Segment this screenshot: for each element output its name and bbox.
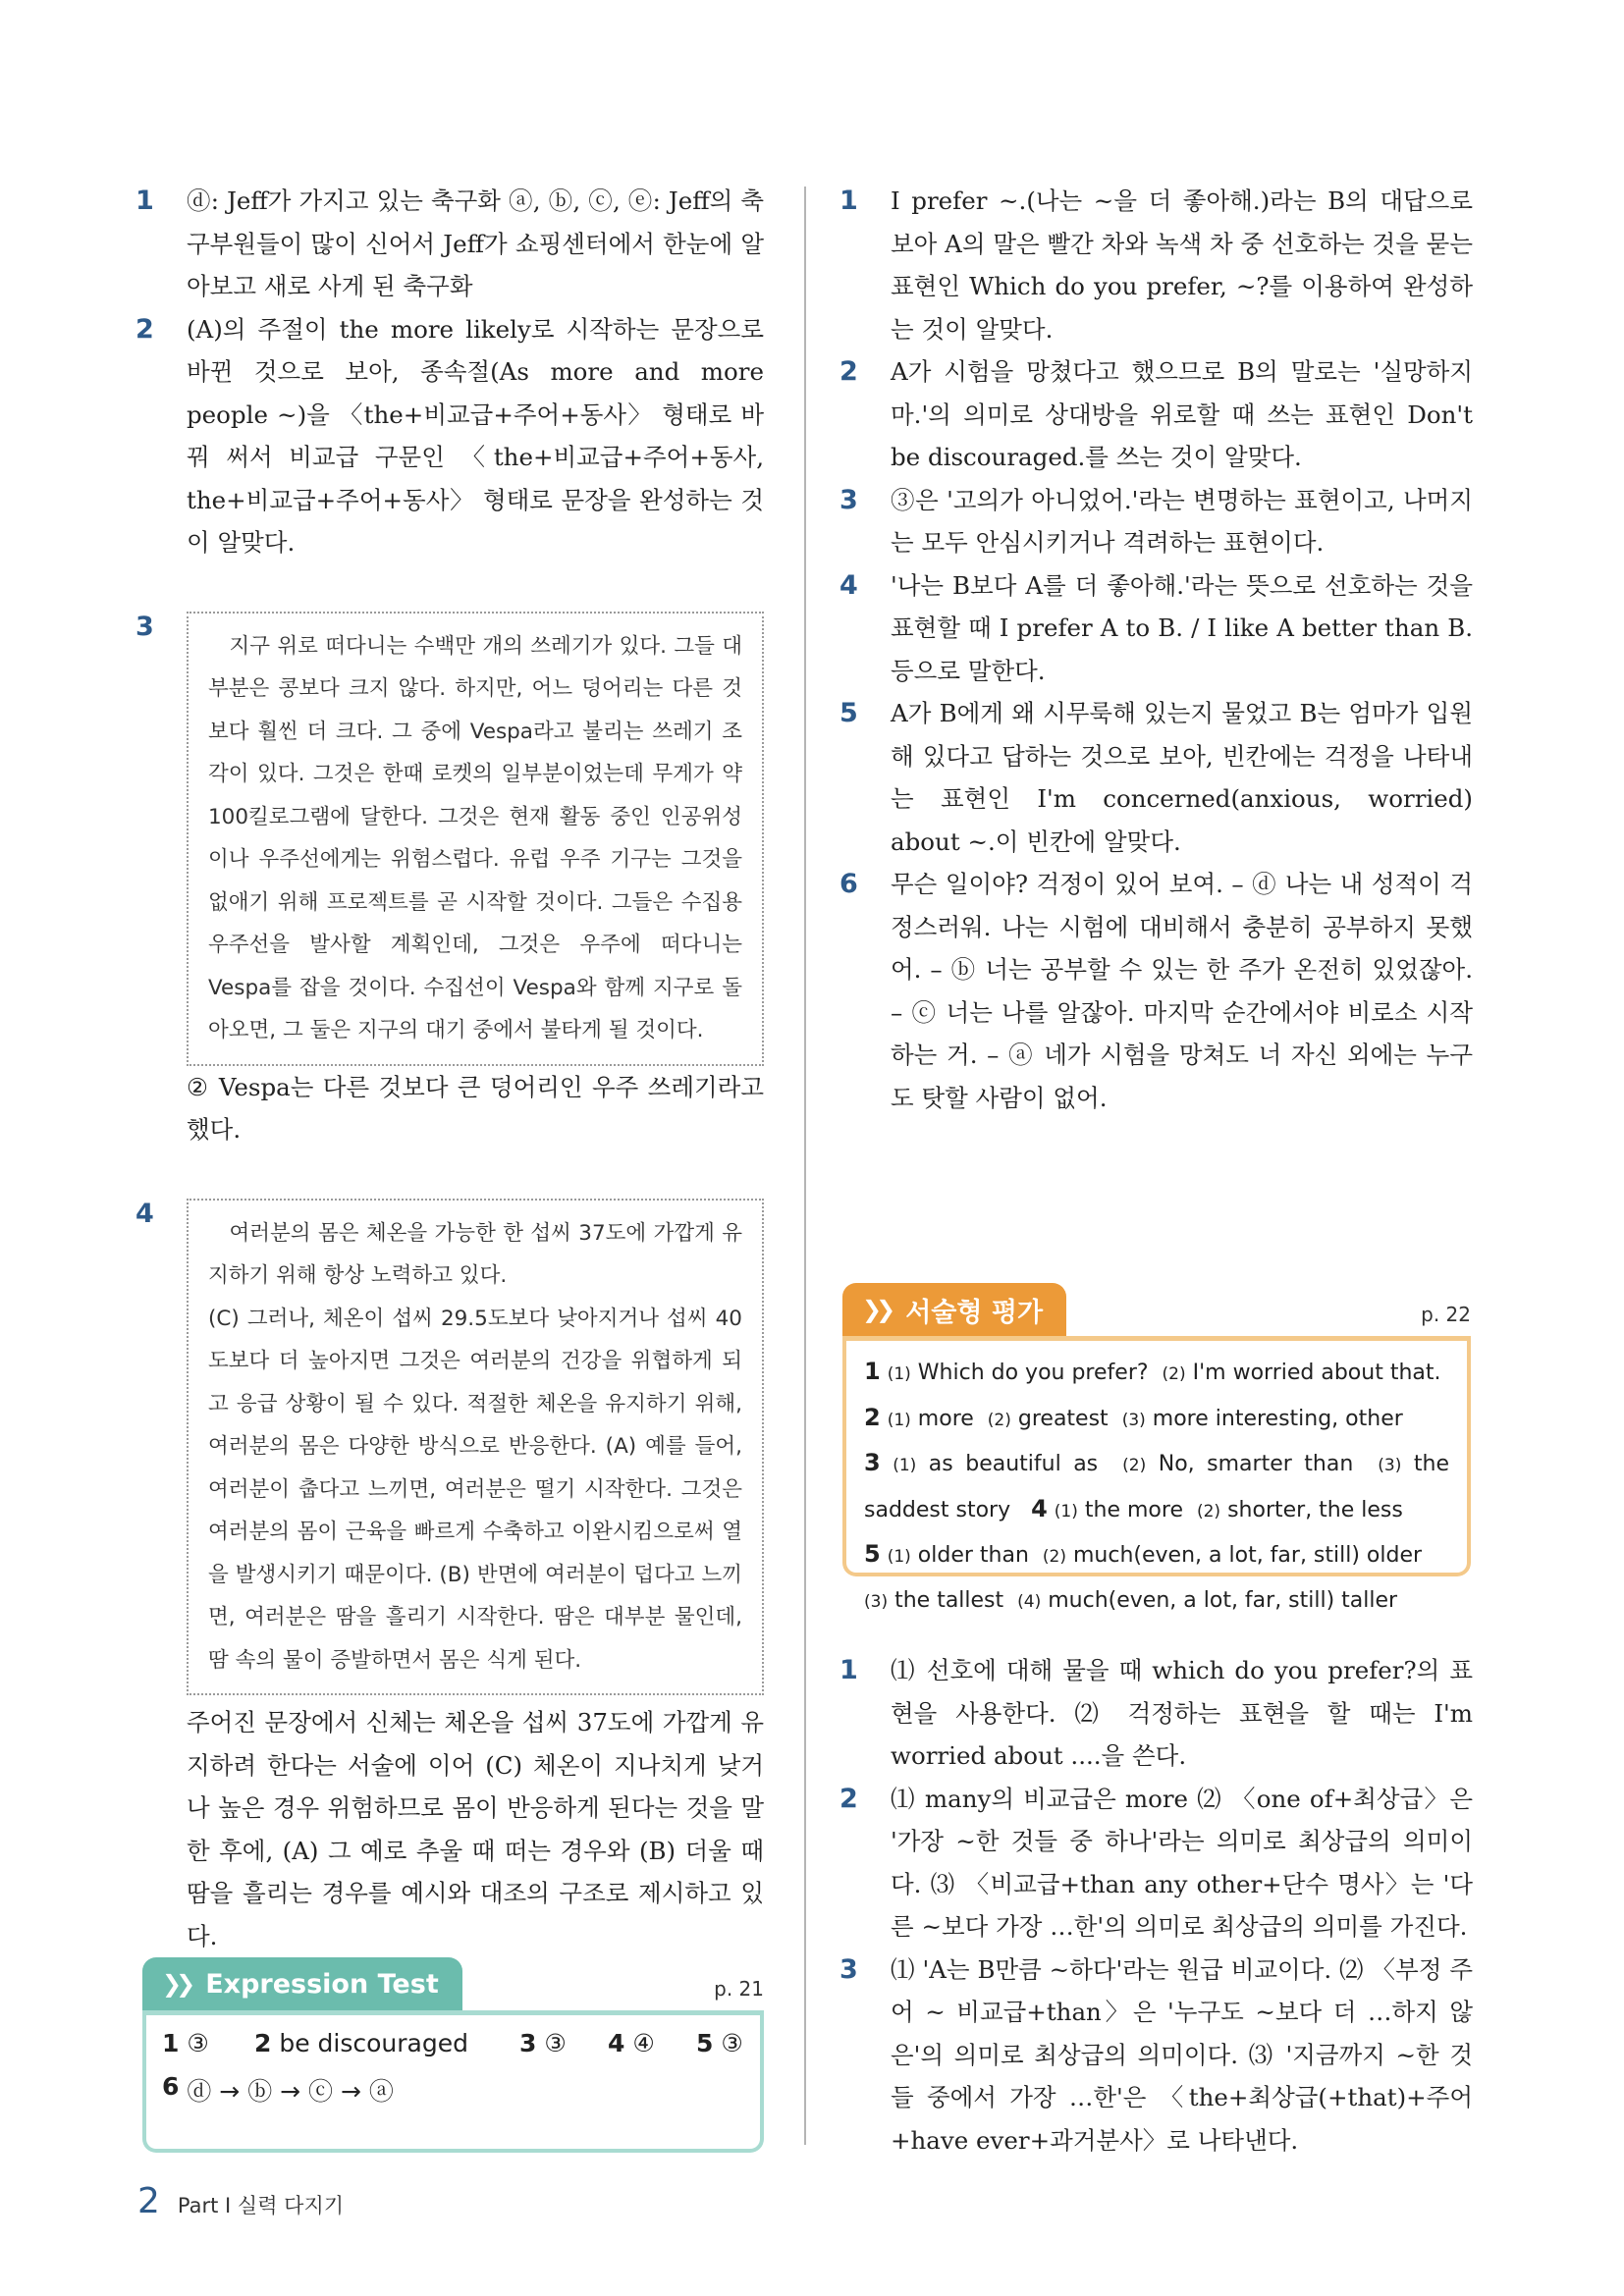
section-title: 서술형 평가 (905, 1297, 1044, 1328)
double-chevron-icon: ❯❯ (162, 1970, 190, 1998)
written-evaluation-tab (842, 1283, 1066, 1336)
answer-value: ⓓ → ⓑ → ⓒ → ⓐ (187, 2077, 394, 2106)
answer-6 (162, 2072, 394, 2108)
question-number: 2 (839, 356, 858, 387)
sub-number: (1) (887, 1547, 911, 1567)
answer-item-1 (135, 180, 764, 308)
answer-number: 4 (1031, 1494, 1048, 1522)
answer-number: 4 (608, 2029, 625, 2057)
explanation-text: ⑴ 'A는 B만큼 ~하다'라는 원급 비교이다. ⑵ 〈부정 주어 ~ 비교급+than〉은 '누구도 ~보다 더 …하지 않은'의 의미로 최상급의 의미이다. ⑶ '지금까지 ~한 것들 중에서 가장 …한'은 〈the+최상급(+that)+주어+have ever+과거분사〉로 나타낸다. (891, 1954, 1473, 2155)
answer-text: '나는 B보다 A를 더 좋아해.'라는 뜻으로 선호하는 것을 표현할 때 I prefer A to B. / I like A better than B. 등으로 말한다. (891, 570, 1473, 685)
page-reference: p. 21 (714, 1977, 764, 2001)
answer-text: ⓓ: Jeff가 가지고 있는 축구화 ⓐ, ⓑ, ⓒ, ⓔ: Jeff의 축구부원들이 많이 신어서 Jeff가 쇼핑센터에서 한눈에 알아보고 새로 사게 된 축구화 (187, 187, 764, 300)
sub-number: (3) (864, 1591, 889, 1612)
sub-number: (3) (1378, 1456, 1402, 1475)
answer-number: 6 (162, 2072, 180, 2101)
translation-box (187, 612, 764, 1066)
answer-value: ④ (632, 2029, 655, 2057)
answer-number: 3 (864, 1449, 881, 1476)
answer-item-2 (839, 350, 1473, 479)
translation-box (187, 1199, 764, 1696)
answer-text: A가 시험을 망쳤다고 했으므로 B의 말로는 '실망하지 마.'의 의미로 상대방을 위로할 때 쓰는 표현인 Don't be discouraged.를 쓰는 것이 알맞다. (891, 357, 1473, 471)
answer-value: Which do you prefer? (917, 1361, 1149, 1385)
answer-value: much(even, a lot, far, still) taller (1048, 1587, 1398, 1613)
answer-4 (608, 2029, 655, 2057)
answer-value: much(even, a lot, far, still) older (1073, 1543, 1423, 1568)
answer-value: older than (917, 1543, 1029, 1568)
answer-2 (254, 2029, 468, 2057)
answer-text: I prefer ~.(나는 ~을 더 좋아해.)라는 B의 대답으로 보아 A의 말은 빨간 차와 녹색 차 중 선호하는 것을 묻는 표현인 Which do you prefer, ~?를 이용하여 완성하는 것이 알맞다. (891, 187, 1473, 344)
answer-number: 2 (864, 1403, 881, 1431)
answer-item-3 (135, 612, 764, 1151)
explanation-item-2 (839, 1778, 1473, 1949)
answer-item-6 (839, 863, 1473, 1119)
page-footer (137, 2181, 344, 2221)
explanation-text: ⑴ 선호에 대해 물을 때 which do you prefer?의 표현을 사용한다. ⑵ 걱정하는 표현을 할 때는 I'm worried about ....을 쓴다. (891, 1656, 1473, 1770)
page-number: 2 (137, 2181, 160, 2221)
answer-number: 3 (519, 2029, 537, 2057)
answer-item-3 (839, 479, 1473, 564)
answer-value: more interesting, other (1152, 1406, 1403, 1431)
translation-text: 지구 위로 떠다니는 수백만 개의 쓰레기가 있다. 그들 대부분은 콩보다 크지 않다. 하지만, 어느 덩어리는 다른 것보다 훨씬 더 크다. 그 중에 Vespa라고 불리는 쓰레기 조각이 있다. 그것은 한때 로켓의 일부분이었는데 무게가 약 100킬로그램에 달한다. 그것은 현재 활동 중인 인공위성이나 우주선에게는 위험스럽다. 유럽 우주 기구는 그것을 없애기 위해 프로젝트를 곧 시작할 것이다. 그들은 수집용 우주선을 발사할 계획인데, 그것은 우주에 떠다니는 Vespa를 잡을 것이다. 수집선이 Vespa와 함께 지구로 돌아오면, 그 둘은 지구의 대기 중에서 불타게 될 것이다. (208, 633, 742, 1042)
question-number: 5 (839, 698, 858, 728)
sub-number: (1) (1054, 1501, 1078, 1522)
sub-number: (1) (893, 1456, 917, 1475)
answer-number: 1 (864, 1358, 881, 1385)
answer-number: 5 (696, 2029, 714, 2057)
question-number: 1 (135, 186, 154, 216)
answer-1 (162, 2029, 209, 2057)
answer-5 (696, 2029, 743, 2057)
answer-value: ③ (187, 2029, 209, 2057)
section-title: Expression Test (205, 1968, 439, 2000)
answer-item-2 (135, 308, 764, 564)
answer-value: No, smarter than (1158, 1452, 1354, 1476)
expression-test-tab (142, 1957, 462, 2010)
answer-item-1 (839, 180, 1473, 350)
answer-value: more (917, 1406, 974, 1431)
question-number: 2 (839, 1783, 858, 1814)
column-divider (804, 187, 806, 2145)
sub-number: (3) (1121, 1410, 1146, 1430)
answers-box (142, 2010, 764, 2153)
sub-number: (2) (1122, 1456, 1147, 1475)
sub-number: (2) (1162, 1364, 1186, 1384)
answer-text: (A)의 주절이 the more likely로 시작하는 문장으로 바뀐 것으로 보아, 종속절(As more and more people ~)을 〈the+비교급+주어+동사〉 형태로 바꿔 써서 비교급 구문인 〈the+비교급+주어+동사, the+비교급+주어+동사〉 형태로 문장을 완성하는 것이 알맞다. (187, 314, 764, 557)
right-column (839, 180, 1473, 1119)
answer-value: ③ (544, 2029, 567, 2057)
answer-value: I'm worried about that. (1192, 1361, 1441, 1385)
expression-test-panel (142, 1957, 764, 2154)
double-chevron-icon: ❯❯ (862, 1296, 891, 1323)
sub-number: (2) (1196, 1501, 1221, 1522)
answer-item-4 (135, 1199, 764, 1958)
page-reference: p. 22 (1421, 1303, 1471, 1326)
left-column (135, 180, 764, 1957)
sub-number: (2) (1042, 1547, 1066, 1567)
question-number: 6 (839, 869, 858, 899)
sub-number: (4) (1017, 1591, 1042, 1612)
answer-value: the tallest (894, 1587, 1004, 1613)
answer-text: 무슨 일이야? 걱정이 있어 보여. – ⓓ 나는 내 성적이 걱정스러워. 나는 시험에 대비해서 충분히 공부하지 못했어. – ⓑ 너는 공부할 수 있는 한 주가 온전히 있었잖아. – ⓒ 너는 나를 알잖아. 마지막 순간에서야 비로소 시작하는 거. – ⓐ 네가 시험을 망쳐도 너 자신 외에는 누구도 탓할 사람이 없어. (891, 870, 1473, 1112)
written-evaluation-panel (842, 1283, 1471, 1627)
answer-value: ③ (721, 2029, 743, 2057)
question-number: 3 (135, 611, 154, 642)
answers-box (842, 1336, 1471, 1613)
answer-item-4 (839, 564, 1473, 693)
part-title: Part I 실력 다지기 (177, 2194, 345, 2217)
answer-number: 1 (162, 2029, 180, 2057)
translation-text: (C) 그러나, 체온이 섭씨 29.5도보다 낮아지거나 섭씨 40도보다 더 높아지면 그것은 여러분의 건강을 위협하게 되고 응급 상황이 될 수 있다. 적절한 체온을 유지하기 위해, 여러분의 몸은 다양한 방식으로 반응한다. (A) 예를 들어, 여러분이 춥다고 느끼면, 여러분은 떨기 시작한다. 그것은 여러분의 몸이 근육을 빠르게 수축하고 이완시킴으로써 열을 발생시키기 때문이다. (B) 반면에 여러분이 덥다고 느끼면, 여러분은 땀을 흘리기 시작한다. 땀은 대부분 물인데, 땀 속의 물이 증발하면서 몸은 식게 된다. (208, 1306, 742, 1673)
question-number: 3 (839, 1953, 858, 1985)
question-number: 1 (839, 1655, 858, 1685)
question-number: 3 (839, 484, 858, 515)
question-number: 4 (839, 569, 858, 601)
answer-text: A가 B에게 왜 시무룩해 있는지 물었고 B는 엄마가 입원해 있다고 답하는 것으로 보아, 빈칸에는 걱정을 나타내는 표현인 I'm concerned(anxious, worried) about ~.이 빈칸에 알맞다. (891, 699, 1473, 856)
translation-text: 여러분의 몸은 체온을 가능한 한 섭씨 37도에 가깝게 유지하기 위해 항상 노력하고 있다. (208, 1220, 742, 1288)
answer-text: 주어진 문장에서 신체는 체온을 섭씨 37도에 가깝게 유지하려 한다는 서술에 이어 (C) 체온이 지나치게 낮거나 높은 경우 위험하므로 몸이 반응하게 된다는 것을 말한 후에, (A) 그 예로 추울 때 떠는 경우와 (B) 더울 때 땀을 흘리는 경우를 예시와 대조의 구조로 제시하고 있다. (187, 1708, 764, 1950)
question-number: 2 (135, 313, 154, 345)
sub-number: (2) (987, 1410, 1011, 1430)
answer-text: ② Vespa는 다른 것보다 큰 덩어리인 우주 쓰레기라고 했다. (187, 1072, 764, 1144)
answer-number: 2 (254, 2029, 272, 2057)
answer-value: greatest (1017, 1406, 1109, 1431)
sub-number: (1) (887, 1364, 911, 1384)
question-number: 4 (135, 1198, 154, 1229)
explanation-item-1 (839, 1649, 1473, 1778)
answer-value: the saddest story (864, 1452, 1449, 1522)
answer-value: as beautiful as (928, 1452, 1099, 1476)
answer-3 (519, 2029, 567, 2057)
answer-value: be discouraged (279, 2029, 468, 2057)
answer-number: 5 (864, 1540, 881, 1568)
explanation-item-3 (839, 1949, 1473, 2163)
answer-value: the more (1084, 1497, 1183, 1522)
explanation-text: ⑴ many의 비교급은 more ⑵ 〈one of+최상급〉은 '가장 ~한 것들 중 하나'라는 의미로 최상급의 의미이다. ⑶ 〈비교급+than any other+단수 명사〉는 '다른 ~보다 가장 …한'의 의미로 최상급의 의미를 가진다. (891, 1784, 1473, 1941)
answer-value: shorter, the less (1227, 1497, 1403, 1522)
question-number: 1 (839, 186, 858, 216)
answer-item-5 (839, 692, 1473, 863)
sub-number: (1) (887, 1410, 911, 1430)
written-evaluation-explanations (839, 1649, 1473, 2162)
answer-text: ③은 '고의가 아니었어.'라는 변명하는 표현이고, 나머지는 모두 안심시키거나 격려하는 표현이다. (891, 485, 1473, 557)
